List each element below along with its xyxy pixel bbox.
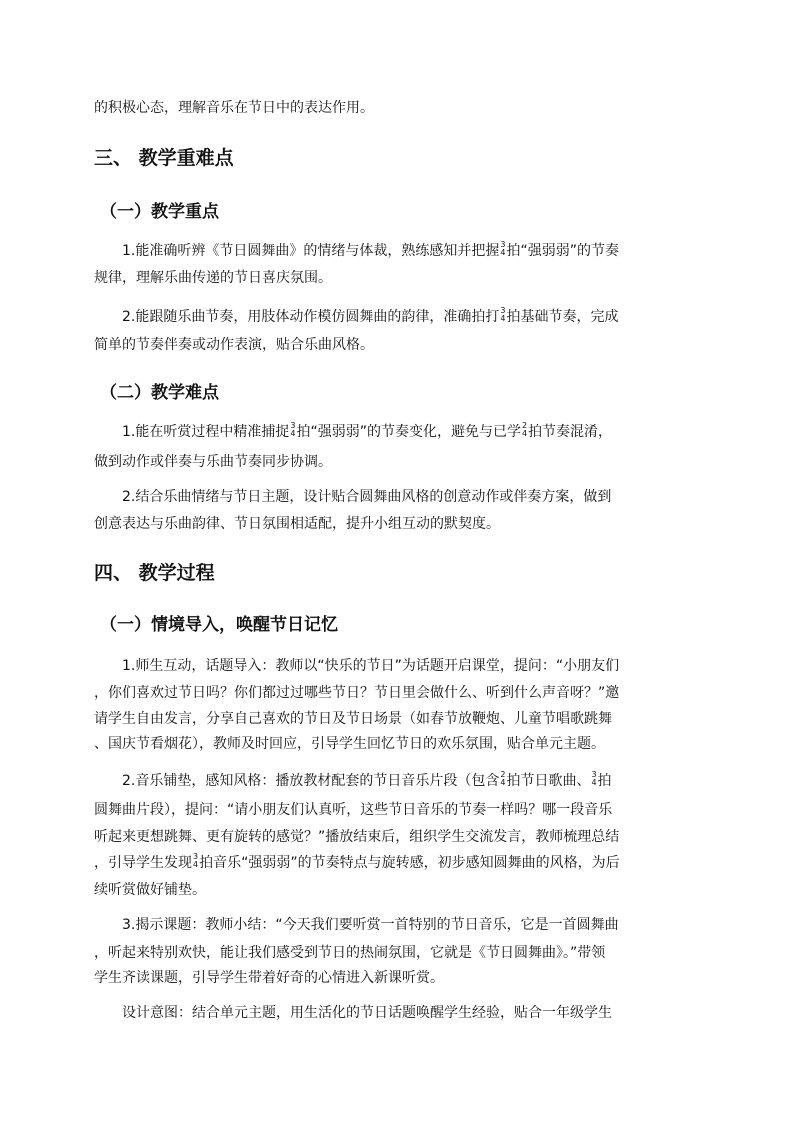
- paragraph-line: 听起来更想跳舞、更有旋转的感觉？”播放结束后，组织学生交流发言，教师梳理总结: [94, 829, 620, 845]
- fraction-three-four: 3 4: [500, 240, 506, 257]
- paragraph-line: 1.能在听赏过程中精准捕捉 3 4 拍“强弱弱”的节奏变化，避免与已学 2 4 拍节奏混淆，: [122, 421, 613, 440]
- paragraph-line: 简单的节奏伴奏或动作表演，贴合乐曲风格。: [94, 337, 374, 353]
- fraction-three-four: 3 4: [290, 421, 296, 438]
- subsection-heading: （一）教学重点: [100, 202, 219, 222]
- fraction-two-four: 2 4: [500, 770, 506, 787]
- subsection-heading: （二）教学难点: [100, 383, 219, 403]
- paragraph-line: 1.能准确听辨《节日圆舞曲》的情绪与体裁，熟练感知并把握 3 4 拍“强弱弱”的节奏: [122, 240, 619, 259]
- fraction-three-four: 3 4: [193, 852, 199, 869]
- paragraph-line: 续听赏做好铺垫。: [94, 882, 206, 898]
- fraction-two-four: 2 4: [521, 421, 528, 438]
- paragraph-line: ，引导学生发现 3 4 拍音乐“强弱弱”的节奏特点与旋转感，初步感知圆舞曲的风格，为后: [94, 852, 620, 871]
- paragraph-line: 、国庆节看烟花），教师及时回应，引导学生回忆节日的欢乐氛围，贴合单元主题。: [94, 736, 605, 752]
- subsection-heading: （一）情境导入，唤醒节日记忆: [100, 615, 338, 635]
- paragraph-line: ，听起来特别欢快，能让我们感受到节日的热闹氛围，它就是《节日圆舞曲》。”带领: [94, 945, 606, 961]
- paragraph-line: 规律，理解乐曲传递的节日喜庆氛围。: [94, 270, 332, 286]
- paragraph-line: 3.揭示课题：教师小结：“今天我们要听赏一首特别的节日音乐，它是一首圆舞曲: [122, 917, 619, 933]
- paragraph-line: 请学生自由发言，分享自己喜欢的节日及节日场景（如春节放鞭炮、儿童节唱歌跳舞: [94, 711, 612, 727]
- paragraph-line: 设计意图：结合单元主题，用生活化的节日话题唤醒学生经验，贴合一年级学生: [122, 1005, 612, 1021]
- paragraph-line: 学生齐读课题，引导学生带着好奇的心情进入新课听赏。: [94, 970, 444, 986]
- paragraph-line: ，你们喜欢过节日吗？你们都过过哪些节日？节日里会做什么、听到什么声音呀？”邀: [94, 685, 620, 701]
- paragraph-line: 2.能跟随乐曲节奏，用肢体动作模仿圆舞曲的韵律，准确拍打 3 4 拍基础节奏，完成: [122, 306, 619, 325]
- paragraph-line: 做到动作或伴奏与乐曲节奏同步协调。: [94, 454, 332, 470]
- paragraph-line: 的积极心态，理解音乐在节日中的表达作用。: [94, 100, 374, 116]
- fraction-three-four: 3 4: [591, 770, 597, 787]
- section-heading: 四、 教学过程: [94, 562, 215, 584]
- section-heading: 三、 教学重难点: [94, 147, 234, 169]
- paragraph-line: 圆舞曲片段），提问：“请小朋友们认真听，这些节日音乐的节奏一样吗？哪一段音乐: [94, 802, 613, 818]
- paragraph-line: 2.音乐铺垫，感知风格：播放教材配套的节日音乐片段（包含 2 4 拍节日歌曲、 3 4 拍: [122, 770, 612, 789]
- fraction-three-four: 3 4: [500, 306, 506, 323]
- paragraph-line: 创意表达与乐曲韵律、节日氛围相适配，提升小组互动的默契度。: [94, 516, 500, 532]
- paragraph-line: 2.结合乐曲情绪与节日主题，设计贴合圆舞曲风格的创意动作或伴奏方案，做到: [122, 489, 612, 505]
- paragraph-line: 1.师生互动，话题导入：教师以“快乐的节日”为话题开启课堂，提问：“小朋友们: [122, 658, 620, 674]
